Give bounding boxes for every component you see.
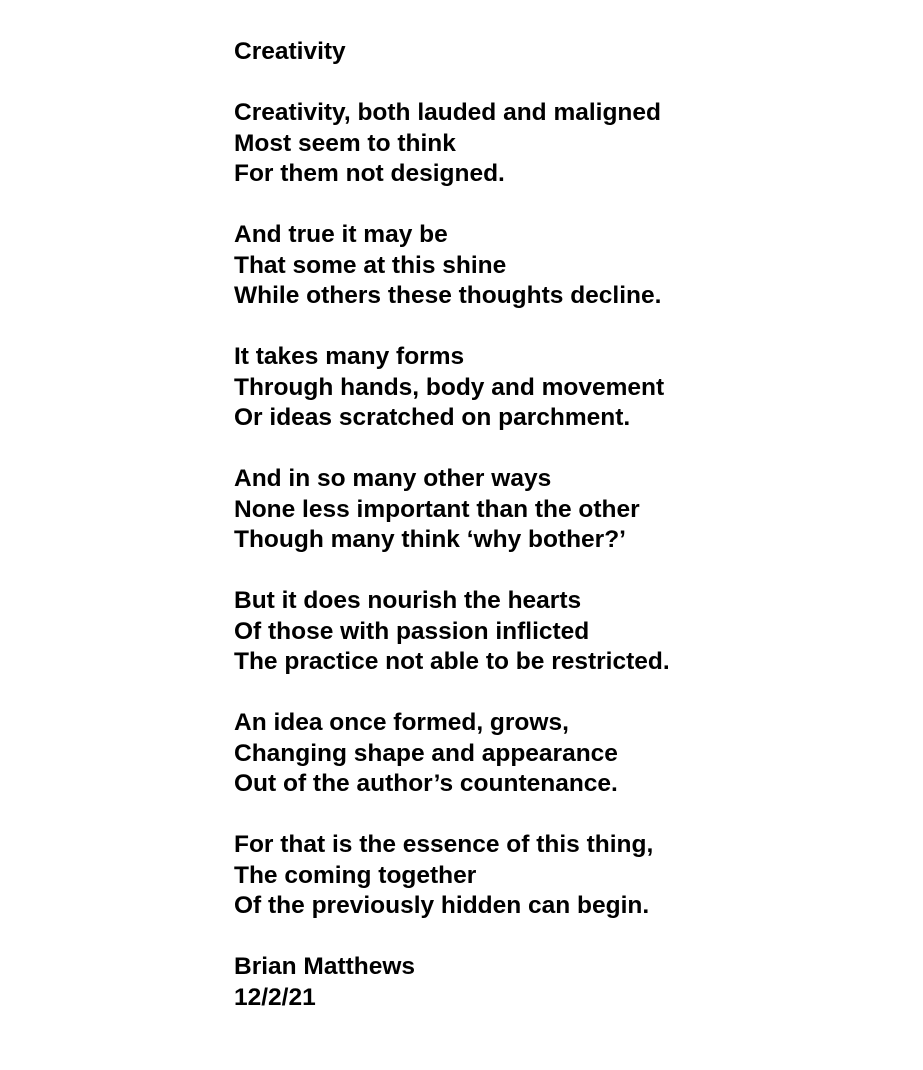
poem-date: 12/2/21	[234, 983, 316, 1011]
stanza-break	[234, 556, 670, 587]
poem-line: The practice not able to be restricted.	[234, 648, 670, 675]
stanza-4	[234, 464, 670, 556]
poem-line: For that is the essence of this thing,	[234, 831, 654, 858]
poem-line: Through hands, body and movement	[234, 373, 665, 401]
poem-line: That some at this shine	[234, 251, 507, 279]
poem-line: While others these thoughts decline.	[234, 282, 662, 309]
stanza-5	[234, 586, 670, 678]
poem-line: It takes many forms	[234, 343, 465, 370]
poem-document	[234, 37, 670, 1013]
poem-line: For them not designed.	[234, 160, 505, 187]
stanza-1	[234, 98, 670, 190]
stanza-break	[234, 800, 670, 831]
poem-line: An idea once formed, grows,	[234, 709, 569, 736]
author-name: Brian Matthews	[234, 953, 416, 980]
stanza-3	[234, 342, 670, 434]
poem-line: Or ideas scratched on parchment.	[234, 404, 631, 431]
stanza-break	[234, 68, 670, 99]
stanza-7	[234, 830, 670, 922]
poem-title: Creativity	[234, 38, 346, 65]
poem-line: Creativity, both lauded and maligned	[234, 99, 661, 126]
poem-line: Of the previously hidden can begin.	[234, 892, 650, 919]
poem-line: Of those with passion inflicted	[234, 617, 590, 645]
stanza-break	[234, 434, 670, 465]
stanza-break	[234, 922, 670, 953]
stanza-break	[234, 312, 670, 343]
stanza-2	[234, 220, 670, 312]
poem-line: And in so many other ways	[234, 465, 552, 492]
poem-line: Changing shape and appearance	[234, 739, 618, 767]
poem-line: Though many think ‘why bother?’	[234, 526, 626, 553]
poem-line: And true it may be	[234, 221, 448, 248]
poem-line: None less important than the other	[234, 495, 640, 523]
poem-line: Most seem to think	[234, 129, 456, 157]
poem-line: Out of the author’s countenance.	[234, 770, 618, 797]
poem-line: But it does nourish the hearts	[234, 587, 582, 614]
stanza-6	[234, 708, 670, 800]
stanza-break	[234, 190, 670, 221]
poem-line: The coming together	[234, 861, 477, 889]
stanza-break	[234, 678, 670, 709]
